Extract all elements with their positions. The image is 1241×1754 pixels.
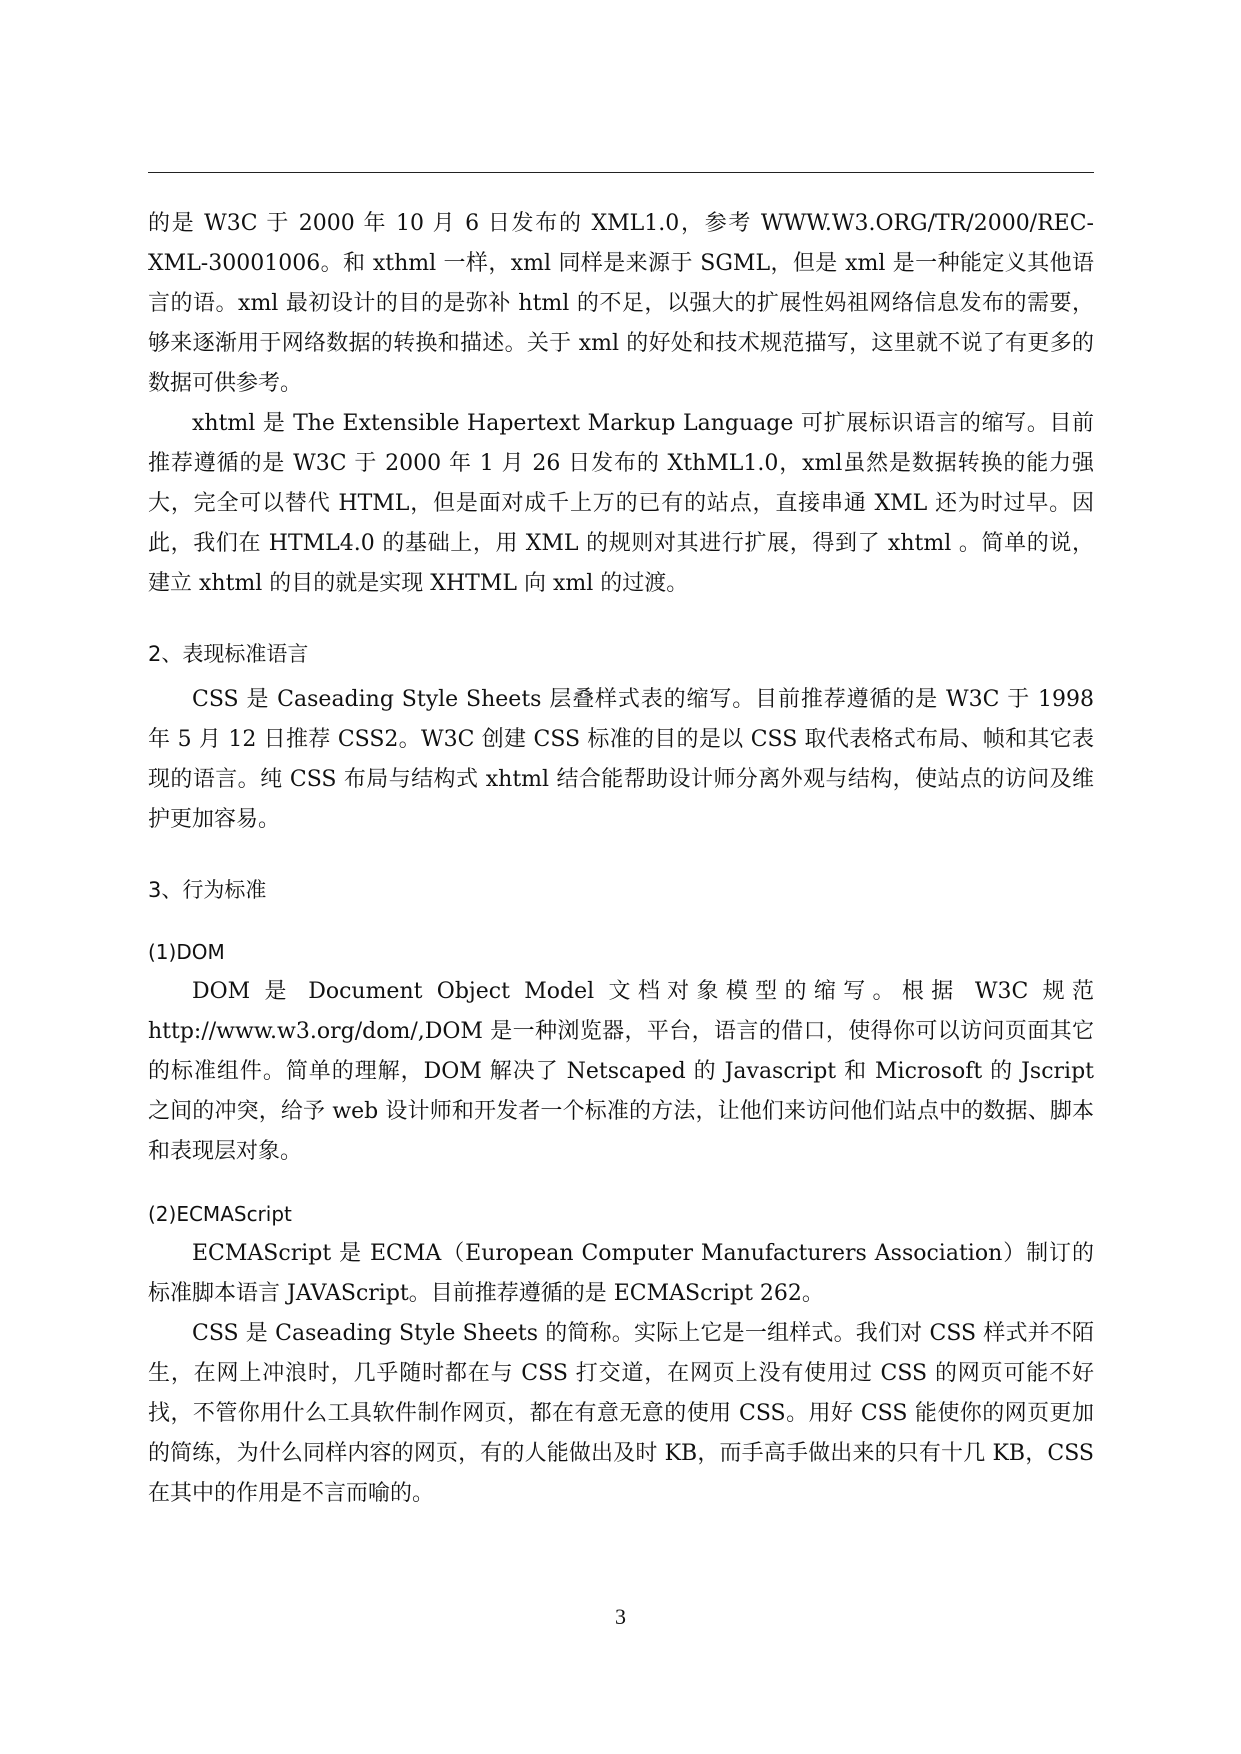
paragraph-css: CSS 是 Caseading Style Sheets 层叠样式表的缩写。目前推荐遵循的是 W3C 于 1998 年 5 月 12 日推荐 CSS2。W3C 创建 CSS 标准的目的是以 CSS 取代表格式布局、帧和其它表现的语言。纯 CSS 布局与结构式 xhtml 结合能帮助设计师分离外观与结构，使站点的访问及维护更加容易。 — [148, 687, 1094, 832]
paragraph-xhtml: xhtml 是 The Extensible Hapertext Markup Language 可扩展标识语言的缩写。目前推荐遵循的是 W3C 于 2000 年 1 月 26 日发布的 XthML1.0，xml虽然是数据转换的能力强大，完全可以替代 HTML，但是面对成千上万的已有的站点，直接串通 XML 还为时过早。因此，我们在 HTML4.0 的基础上，用 XML 的规则对其进行扩展，得到了 xhtml 。简单的说，建立 xhtml 的目的就是实现 XHTML 向 xml 的过渡。 — [148, 411, 1094, 596]
spacer — [148, 604, 1094, 622]
paragraph-xml-intro: 的是 W3C 于 2000 年 10 月 6 日发布的 XML1.0，参考 WWW.W3.ORG/TR/2000/REC-XML-30001006。和 xthml 一样，xml 同样是来源于 SGML，但是 xml 是一种能定义其他语言的语。xml 最初设计的目的是弥补 html 的不足，以强大的扩展性妈祖网络信息发布的需要，够来逐渐用于网络数据的转换和描述。关于 xml 的好处和技术规范描写，这里就不说了有更多的数据可供参考。 — [148, 211, 1094, 396]
sub-heading-ecmascript: (2)ECMAScript — [148, 1202, 292, 1226]
section-heading-behavior: 3、行为标准 — [148, 878, 267, 902]
section-heading-presentation: 2、表现标准语言 — [148, 642, 309, 666]
paragraph-dom: DOM 是 Document Object Model 文档对象模型的缩写。根据 W3C 规范 http://www.w3.org/dom/,DOM 是一种浏览器，平台，语言的借口，使得你可以访问页面其它的标准组件。简单的理解，DOM 解决了 Netscaped 的 Javascript 和 Microsoft 的 Jscript 之间的冲突，给予 web 设计师和开发者一个标准的方法，让他们来访问他们站点中的数据、脚本和表现层对象。 — [148, 979, 1094, 1164]
sub-heading-dom: (1)DOM — [148, 940, 225, 964]
paragraph-css-usage: CSS 是 Caseading Style Sheets 的简称。实际上它是一组样式。我们对 CSS 样式并不陌生，在网上冲浪时，几乎随时都在与 CSS 打交道，在网页上没有使用过 CSS 的网页可能不好找，不管你用什么工具软件制作网页，都在有意无意的使用 CSS。用好 CSS 能使你的网页更加的简练，为什么同样内容的网页，有的人能做出及时 KB，而手高手做出来的只有十几 KB，CSS 在其中的作用是不言而喻的。 — [148, 1321, 1094, 1506]
header-rule — [148, 172, 1094, 173]
spacer — [148, 840, 1094, 858]
page-number: 3 — [615, 1604, 626, 1629]
document-body — [148, 204, 1094, 1514]
paragraph-ecmascript: ECMAScript 是 ECMA（European Computer Manufacturers Association）制订的标准脚本语言 JAVAScript。目前推荐遵循的是 ECMAScript 262。 — [148, 1241, 1094, 1306]
